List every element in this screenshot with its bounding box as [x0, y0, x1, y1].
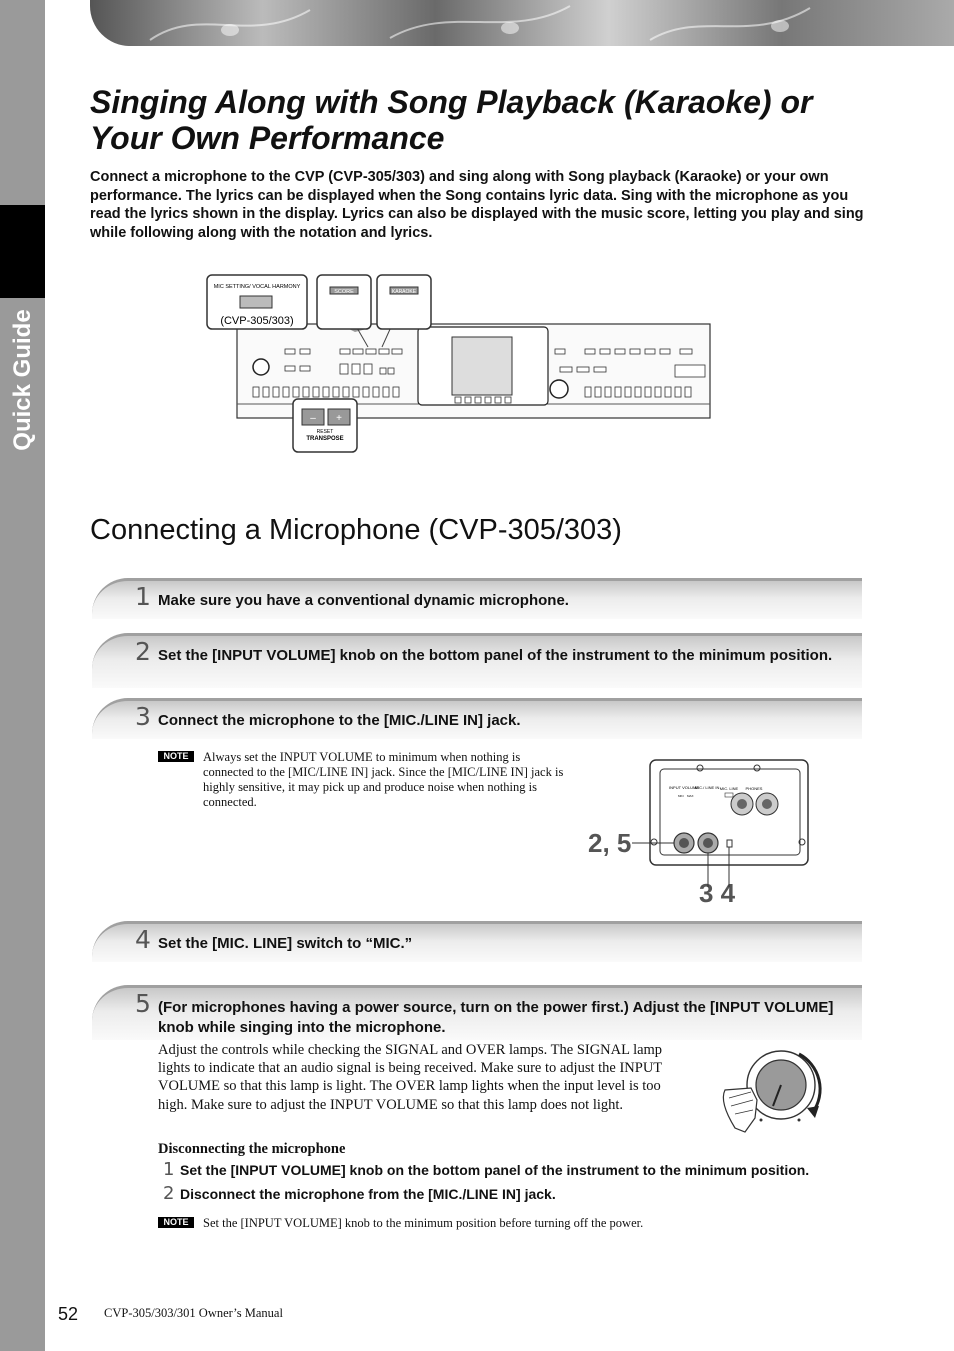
- svg-text:+: +: [336, 413, 342, 424]
- svg-text:TRANSPOSE: TRANSPOSE: [306, 436, 344, 442]
- page-title: Singing Along with Song Playback (Karaoke) or Your Own Performance: [90, 84, 813, 156]
- step-text: (For microphones having a power source, turn on the power first.) Adjust the [INPUT VOLUME] knob while singing into the microphone.: [158, 999, 834, 1036]
- svg-text:PHONES: PHONES: [745, 786, 763, 791]
- svg-text:KARAOKE: KARAOKE: [391, 289, 417, 295]
- header-banner: [90, 0, 954, 46]
- step-text: Set the [INPUT VOLUME] knob on the bottom panel of the instrument to the minimum position.: [158, 647, 833, 664]
- note-badge: NOTE: [158, 751, 194, 762]
- svg-text:(CVP-305/303): (CVP-305/303): [220, 315, 294, 327]
- music-notes-decoration: [90, 0, 954, 46]
- sidebar-label: Quick Guide: [8, 309, 36, 451]
- intro-paragraph: Connect a microphone to the CVP (CVP-305/303) and sing along with Song playback (Karaoke) or your own performance. The lyrics can be displayed when the Song contains lyric data. Sing with the microphone as you read the lyrics shown in the display. Lyrics can also be displayed with the music score, letting you play and sing while following along with the notation and lyrics.: [90, 169, 864, 241]
- svg-text:MIC./ LINE IN: MIC./ LINE IN: [694, 785, 720, 790]
- disconnect-step-number: 1: [163, 1159, 175, 1180]
- note-text: Set the [INPUT VOLUME] knob to the minimum position before turning off the power.: [203, 1216, 644, 1230]
- page-number: 52: [58, 1304, 79, 1324]
- panel-diagram: [205, 272, 715, 457]
- note-badge: NOTE: [158, 1217, 194, 1228]
- step-text: Connect the microphone to the [MIC./LINE IN] jack.: [158, 712, 521, 729]
- step-number: 2: [135, 637, 151, 666]
- svg-text:–: –: [310, 413, 316, 424]
- svg-text:SCORE: SCORE: [334, 289, 354, 295]
- step-number: 3: [135, 702, 151, 731]
- svg-text:MIN: MIN: [678, 794, 684, 798]
- step-number: 5: [135, 989, 151, 1018]
- svg-text:MAX: MAX: [687, 794, 694, 798]
- step-text: Make sure you have a conventional dynamic microphone.: [158, 592, 569, 609]
- disconnect-heading: Disconnecting the microphone: [158, 1141, 346, 1157]
- step-number: 1: [135, 582, 151, 611]
- svg-text:RESET: RESET: [316, 429, 334, 435]
- callout-3-4: 3 4: [699, 878, 736, 908]
- callout-2-5: 2, 5: [588, 828, 632, 858]
- svg-text:INPUT VOLUME: INPUT VOLUME: [669, 785, 699, 790]
- sidebar: [0, 0, 45, 1351]
- note-text: Always set the INPUT VOLUME to minimum when nothing is connected to the [MIC/LINE IN] jack. Since the [MIC/LINE IN] jack is highly sensitive, it may pick up and produce noise when nothing is connected.: [203, 750, 564, 809]
- jack-panel-diagram: [632, 757, 812, 887]
- disconnect-step-text: Set the [INPUT VOLUME] knob on the bottom panel of the instrument to the minimum position.: [180, 1162, 810, 1178]
- disconnect-step-number: 2: [163, 1183, 175, 1204]
- svg-text:MIC SETTING/ VOCAL HARMONY: MIC SETTING/ VOCAL HARMONY: [213, 284, 301, 290]
- step5-body: Adjust the controls while checking the SIGNAL and OVER lamps. The SIGNAL lamp lights to indicate that an audio signal is being received. Make sure to adjust the INPUT VOLUME so that this lamp is light. The OVER lamp lights when the input level is too high. Make sure to adjust the INPUT VOLUME so that this lamp does not light.: [158, 1042, 663, 1113]
- step-number: 4: [135, 925, 151, 954]
- disconnect-step-text: Disconnect the microphone from the [MIC./LINE IN] jack.: [180, 1186, 556, 1202]
- step-text: Set the [MIC. LINE] switch to “MIC.”: [158, 935, 413, 952]
- sidebar-tab-marker: [0, 205, 45, 298]
- manual-title: CVP-305/303/301 Owner’s Manual: [104, 1306, 283, 1320]
- section-title: Connecting a Microphone (CVP-305/303): [90, 514, 622, 546]
- input-volume-knob-illustration: [715, 1040, 830, 1135]
- svg-text:MIC. LINE: MIC. LINE: [719, 786, 739, 791]
